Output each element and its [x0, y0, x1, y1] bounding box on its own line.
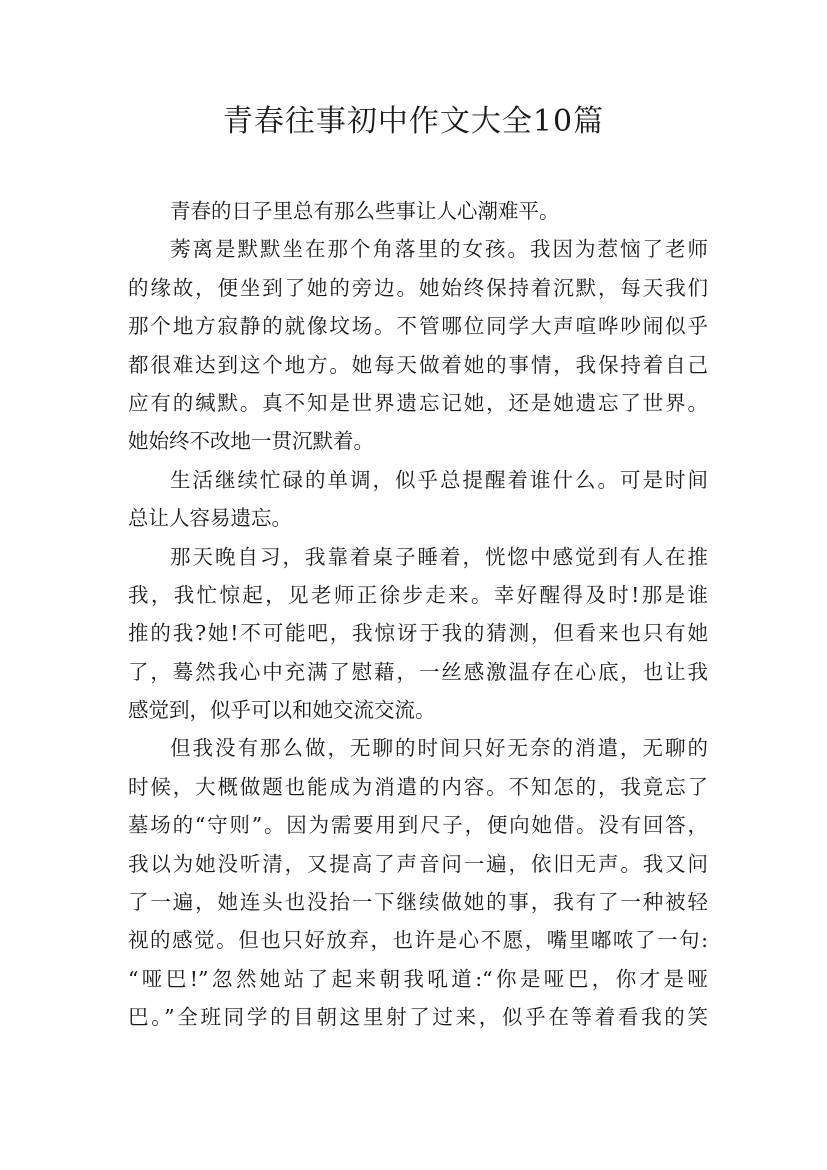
- paragraph-line: 生活继续忙碌的单调，似乎总提醒着谁什么。可是时间: [170, 467, 708, 492]
- paragraph-line: 我，我忙惊起，见老师正徐步走来。幸好醒得及时!那是谁: [128, 582, 708, 607]
- paragraph-line: 应有的缄默。真不知是世界遗忘记她，还是她遗忘了世界。: [128, 390, 708, 415]
- paragraph-line: 总让人容易遗忘。: [128, 506, 292, 531]
- paragraph-line: 视的感觉。但也只好放弃，也许是心不愿，嘴里嘟哝了一句:: [128, 928, 708, 953]
- paragraph-line: 墓场的“守则”。因为需要用到尺子，便向她借。没有回答，: [128, 813, 708, 838]
- paragraph-line: 但我没有那么做，无聊的时间只好无奈的消遣，无聊的: [170, 736, 708, 761]
- paragraph-line: 推的我?她!不可能吧，我惊讶于我的猜测，但看来也只有她: [128, 621, 708, 646]
- paragraph-line: 那天晚自习，我靠着桌子睡着，恍惚中感觉到有人在推: [170, 544, 708, 569]
- paragraph-line: 的缘故，便坐到了她的旁边。她始终保持着沉默，每天我们: [128, 275, 708, 300]
- article-body: [128, 192, 708, 1037]
- document-title: 青春往事初中作文大全10篇: [222, 104, 605, 139]
- paragraph-line: 莠离是默默坐在那个角落里的女孩。我因为惹恼了老师: [170, 237, 708, 262]
- paragraph-line: 她始终不改地一贯沉默着。: [128, 429, 374, 454]
- paragraph-line: “哑巴!”忽然她站了起来朝我吼道:“你是哑巴，你才是哑: [128, 966, 708, 991]
- paragraph-line: 都很难达到这个地方。她每天做着她的事情，我保持着自己: [128, 352, 708, 377]
- paragraph-line: 感觉到，似乎可以和她交流交流。: [128, 698, 436, 723]
- paragraph-line: 了，蓦然我心中充满了慰藉，一丝感激温存在心底，也让我: [128, 659, 708, 684]
- paragraph-line: 那个地方寂静的就像坟场。不管哪位同学大声喧哗吵闹似乎: [128, 314, 708, 339]
- paragraph-line: 时候，大概做题也能成为消遣的内容。不知怎的，我竟忘了: [128, 774, 708, 799]
- paragraph-line: 了一遍，她连头也没抬一下继续做她的事，我有了一种被轻: [128, 890, 708, 915]
- paragraph-line: 青春的日子里总有那么些事让人心潮难平。: [170, 199, 560, 223]
- paragraph-line: 我以为她没听清，又提高了声音问一遍，依旧无声。我又问: [128, 851, 708, 876]
- paragraph-line: 巴。”全班同学的目朝这里射了过来，似乎在等着看我的笑: [128, 1005, 708, 1030]
